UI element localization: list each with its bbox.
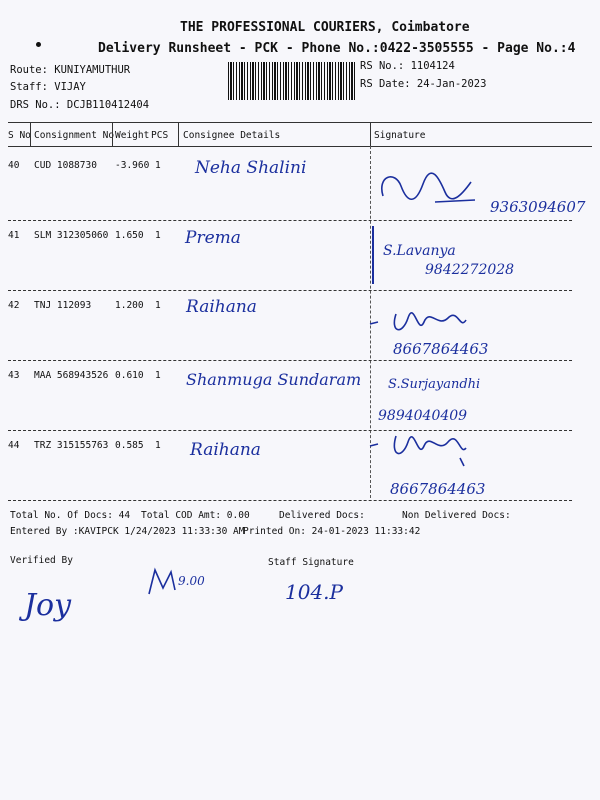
- row-consignment: SLM 312305060: [34, 230, 109, 241]
- runsheet-subtitle: Delivery Runsheet - PCK - Phone No.:0422-3505555 - Page No.:4: [98, 41, 576, 56]
- row-weight: -3.960: [115, 160, 150, 171]
- col-divider: [30, 122, 31, 146]
- verified-by-label: Verified By: [10, 555, 73, 566]
- company-title: THE PROFESSIONAL COURIERS, Coimbatore: [180, 20, 470, 35]
- verified-signature: Joy: [24, 588, 72, 623]
- row-consignee: Raihana: [190, 440, 261, 460]
- col-consignment: Consignment No: [34, 130, 115, 141]
- dot-mark: [36, 42, 41, 47]
- row-divider: [8, 360, 572, 361]
- row-divider: [8, 290, 572, 291]
- non-delivered-docs: Non Delivered Docs:: [402, 510, 511, 521]
- row-weight: 0.585: [115, 440, 144, 451]
- row-consignment: TRZ 315155763: [34, 440, 109, 451]
- row-sno: 44: [8, 440, 20, 451]
- staff-signature: 104.P: [285, 580, 343, 604]
- row-signature-phone: 9894040409: [378, 408, 468, 424]
- row-pcs: 1: [155, 160, 161, 171]
- row-divider: [8, 220, 572, 221]
- row-pcs: 1: [155, 370, 161, 381]
- signature-scribble: [375, 166, 485, 212]
- row-divider: [8, 430, 572, 431]
- row-signature: 8667864463: [390, 480, 486, 498]
- col-divider: [178, 122, 179, 146]
- row-sno: 42: [8, 300, 20, 311]
- row-signature-phone: 9842272028: [425, 262, 515, 278]
- drs-number: DRS No.: DCJB110412404: [10, 99, 150, 111]
- col-signature: Signature: [374, 130, 426, 141]
- table-top-rule: [8, 122, 592, 123]
- signature-stroke: [372, 226, 374, 284]
- staff-signature-label: Staff Signature: [268, 557, 354, 568]
- row-signature: S.Lavanya: [383, 243, 456, 259]
- row-weight: 1.200: [115, 300, 144, 311]
- col-consignee: Consignee Details: [183, 130, 281, 141]
- row-weight: 0.610: [115, 370, 144, 381]
- row-consignee: Neha Shalini: [195, 158, 307, 178]
- col-divider: [112, 122, 113, 146]
- printed-on: Printed On: 24-01-2023 11:33:42: [243, 526, 421, 537]
- signature-scribble: [368, 306, 478, 340]
- row-consignee: Prema: [185, 228, 241, 248]
- delivered-docs: Delivered Docs:: [279, 510, 365, 521]
- row-pcs: 1: [155, 300, 161, 311]
- initials-scribble: [145, 566, 179, 596]
- staff: Staff: VIJAY: [10, 81, 86, 93]
- row-weight: 1.650: [115, 230, 144, 241]
- row-sno: 41: [8, 230, 20, 241]
- col-pcs: PCS: [151, 130, 169, 141]
- signature-scribble: [368, 432, 478, 470]
- verified-time: 9.00: [178, 574, 205, 588]
- table-bottom-rule: [8, 500, 572, 501]
- row-signature: S.Surjayandhi: [388, 377, 481, 392]
- col-sno: S No: [8, 130, 31, 141]
- row-sno: 40: [8, 160, 20, 171]
- total-docs: Total No. Of Docs: 44: [10, 510, 131, 521]
- col-divider: [370, 122, 371, 146]
- row-consignee: Shanmuga Sundaram: [186, 370, 362, 389]
- row-consignment: MAA 568943526: [34, 370, 109, 381]
- row-pcs: 1: [155, 440, 161, 451]
- rs-date: RS Date: 24-Jan-2023: [360, 78, 487, 90]
- row-pcs: 1: [155, 230, 161, 241]
- entered-by: Entered By :KAVIPCK 1/24/2023 11:33:30 AM: [10, 526, 245, 537]
- table-header-rule: [8, 146, 592, 147]
- barcode: [228, 62, 356, 100]
- row-consignment: CUD 1088730: [34, 160, 97, 171]
- col-weight: Weight: [115, 130, 150, 141]
- row-consignment: TNJ 112093: [34, 300, 92, 311]
- route: Route: KUNIYAMUTHUR: [10, 64, 131, 76]
- row-signature: 8667864463: [393, 340, 489, 358]
- row-sno: 43: [8, 370, 20, 381]
- row-consignee: Raihana: [186, 297, 257, 317]
- total-cod: Total COD Amt: 0.00: [141, 510, 250, 521]
- row-signature: 9363094607: [490, 198, 586, 216]
- rs-number: RS No.: 1104124: [360, 60, 455, 72]
